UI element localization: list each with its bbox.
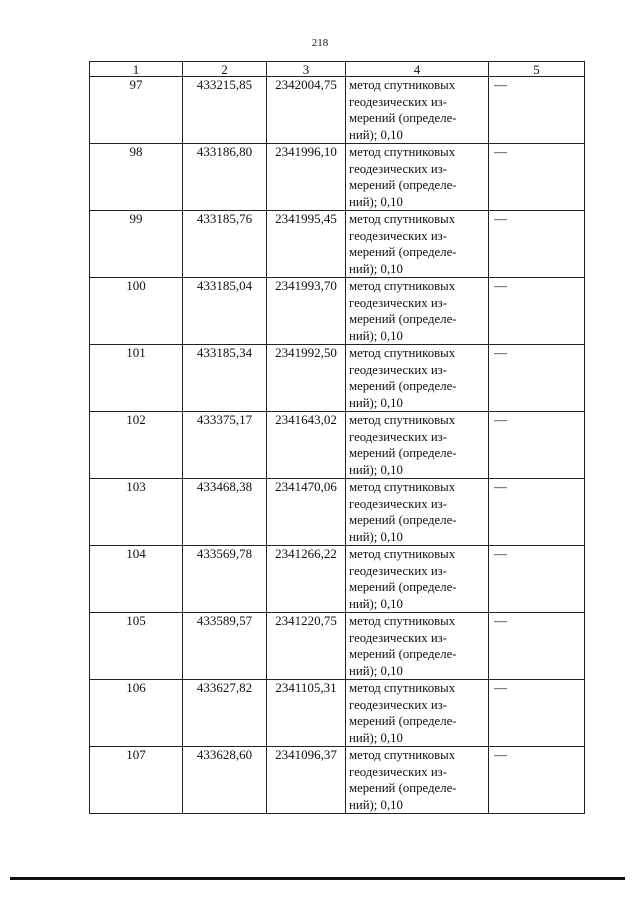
point-number-cell: 107 [90,747,183,814]
x-coordinate-cell: 433185,04 [183,278,267,345]
point-number-cell: 103 [90,479,183,546]
note-cell: — [489,479,585,546]
point-number-cell: 99 [90,211,183,278]
table-row [90,747,585,814]
y-coordinate-cell: 2341996,10 [267,144,346,211]
x-coordinate-cell: 433375,17 [183,412,267,479]
method-cell: метод спутниковых геодезических из- мерений (определе- ний); 0,10 [346,278,489,345]
y-coordinate-cell: 2342004,75 [267,77,346,144]
y-coordinate-cell: 2341995,45 [267,211,346,278]
method-cell: метод спутниковых геодезических из- мерений (определе- ний); 0,10 [346,546,489,613]
note-cell: — [489,77,585,144]
y-coordinate-cell: 2341643,02 [267,412,346,479]
note-cell: — [489,412,585,479]
table-row [90,77,585,144]
note-cell: — [489,747,585,814]
point-number-cell: 106 [90,680,183,747]
y-coordinate-cell: 2341470,06 [267,479,346,546]
column-header-5: 5 [489,62,585,77]
method-cell: метод спутниковых геодезических из- мерений (определе- ний); 0,10 [346,77,489,144]
column-header-1: 1 [90,62,183,77]
table-row [90,479,585,546]
table-body [90,77,585,814]
note-cell: — [489,211,585,278]
note-cell: — [489,345,585,412]
y-coordinate-cell: 2341105,31 [267,680,346,747]
point-number-cell: 101 [90,345,183,412]
x-coordinate-cell: 433589,57 [183,613,267,680]
x-coordinate-cell: 433627,82 [183,680,267,747]
point-number-cell: 100 [90,278,183,345]
method-cell: метод спутниковых геодезических из- мерений (определе- ний); 0,10 [346,345,489,412]
note-cell: — [489,613,585,680]
table-row [90,546,585,613]
method-cell: метод спутниковых геодезических из- мерений (определе- ний); 0,10 [346,144,489,211]
table-row [90,613,585,680]
note-cell: — [489,278,585,345]
point-number-cell: 104 [90,546,183,613]
bottom-rule [10,877,625,880]
column-header-3: 3 [267,62,346,77]
x-coordinate-cell: 433215,85 [183,77,267,144]
y-coordinate-cell: 2341992,50 [267,345,346,412]
method-cell: метод спутниковых геодезических из- мерений (определе- ний); 0,10 [346,613,489,680]
coordinates-table [89,61,585,814]
table-header-row [90,62,585,77]
method-cell: метод спутниковых геодезических из- мерений (определе- ний); 0,10 [346,680,489,747]
y-coordinate-cell: 2341993,70 [267,278,346,345]
x-coordinate-cell: 433186,80 [183,144,267,211]
x-coordinate-cell: 433185,76 [183,211,267,278]
table-row [90,278,585,345]
y-coordinate-cell: 2341266,22 [267,546,346,613]
point-number-cell: 105 [90,613,183,680]
point-number-cell: 97 [90,77,183,144]
x-coordinate-cell: 433628,60 [183,747,267,814]
point-number-cell: 98 [90,144,183,211]
x-coordinate-cell: 433569,78 [183,546,267,613]
method-cell: метод спутниковых геодезических из- мерений (определе- ний); 0,10 [346,211,489,278]
table-row [90,680,585,747]
x-coordinate-cell: 433468,38 [183,479,267,546]
y-coordinate-cell: 2341220,75 [267,613,346,680]
method-cell: метод спутниковых геодезических из- мерений (определе- ний); 0,10 [346,479,489,546]
method-cell: метод спутниковых геодезических из- мерений (определе- ний); 0,10 [346,747,489,814]
note-cell: — [489,546,585,613]
y-coordinate-cell: 2341096,37 [267,747,346,814]
page-number: 218 [311,37,329,49]
column-header-2: 2 [183,62,267,77]
table-row [90,412,585,479]
table-row [90,211,585,278]
note-cell: — [489,680,585,747]
point-number-cell: 102 [90,412,183,479]
note-cell: — [489,144,585,211]
method-cell: метод спутниковых геодезических из- мерений (определе- ний); 0,10 [346,412,489,479]
x-coordinate-cell: 433185,34 [183,345,267,412]
table-row [90,345,585,412]
column-header-4: 4 [346,62,489,77]
table-row [90,144,585,211]
